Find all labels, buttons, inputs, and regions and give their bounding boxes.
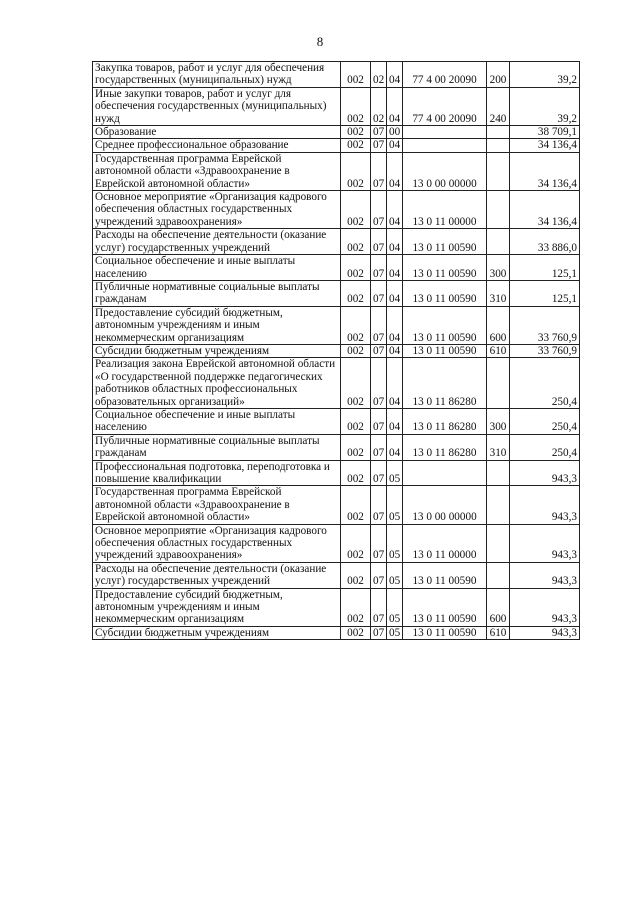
amount: 34 136,4 — [510, 152, 580, 190]
expense-type-code: 610 — [487, 626, 510, 639]
amount: 39,2 — [510, 87, 580, 125]
amount: 943,3 — [510, 460, 580, 486]
table-row — [93, 408, 580, 434]
section-code: 07 — [371, 306, 387, 344]
expense-name: Расходы на обеспечение деятельности (оказание услуг) государственных учреждений — [93, 562, 341, 588]
table-row — [93, 152, 580, 190]
table-row — [93, 524, 580, 562]
subsection-code: 04 — [387, 280, 403, 306]
section-code: 07 — [371, 524, 387, 562]
table-row — [93, 62, 580, 88]
table-row — [93, 434, 580, 460]
department-code: 002 — [341, 306, 371, 344]
expense-type-code — [487, 358, 510, 409]
expense-type-code — [487, 126, 510, 139]
department-code: 002 — [341, 358, 371, 409]
expense-name: Публичные нормативные социальные выплаты гражданам — [93, 280, 341, 306]
subsection-code: 04 — [387, 408, 403, 434]
department-code: 002 — [341, 562, 371, 588]
amount: 943,3 — [510, 524, 580, 562]
table-row — [93, 562, 580, 588]
budget-table-body — [93, 62, 580, 640]
expense-type-code — [487, 460, 510, 486]
target-article-code: 13 0 11 86280 — [403, 434, 487, 460]
section-code: 07 — [371, 229, 387, 255]
amount: 125,1 — [510, 255, 580, 281]
table-row — [93, 486, 580, 524]
section-code: 07 — [371, 358, 387, 409]
expense-name: Расходы на обеспечение деятельности (оказание услуг) государственных учреждений — [93, 229, 341, 255]
section-code: 02 — [371, 87, 387, 125]
amount: 943,3 — [510, 626, 580, 639]
amount: 250,4 — [510, 434, 580, 460]
amount: 34 136,4 — [510, 139, 580, 152]
table-row — [93, 460, 580, 486]
section-code: 07 — [371, 434, 387, 460]
table-row — [93, 126, 580, 139]
section-code: 07 — [371, 126, 387, 139]
target-article-code: 77 4 00 20090 — [403, 87, 487, 125]
amount: 943,3 — [510, 562, 580, 588]
department-code: 002 — [341, 126, 371, 139]
department-code: 002 — [341, 344, 371, 357]
target-article-code: 13 0 11 00000 — [403, 524, 487, 562]
expense-type-code: 300 — [487, 408, 510, 434]
department-code: 002 — [341, 486, 371, 524]
section-code: 07 — [371, 460, 387, 486]
department-code: 002 — [341, 434, 371, 460]
amount: 38 709,1 — [510, 126, 580, 139]
department-code: 002 — [341, 62, 371, 88]
department-code: 002 — [341, 229, 371, 255]
section-code: 07 — [371, 191, 387, 229]
target-article-code: 13 0 11 86280 — [403, 408, 487, 434]
target-article-code: 13 0 11 00590 — [403, 626, 487, 639]
department-code: 002 — [341, 524, 371, 562]
target-article-code: 13 0 11 00590 — [403, 588, 487, 626]
table-row — [93, 280, 580, 306]
expense-name: Социальное обеспечение и иные выплаты населению — [93, 255, 341, 281]
department-code: 002 — [341, 626, 371, 639]
amount: 250,4 — [510, 408, 580, 434]
expense-name: Основное мероприятие «Организация кадрового обеспечения областных государственных учреждений здравоохранения» — [93, 524, 341, 562]
section-code: 07 — [371, 139, 387, 152]
subsection-code: 04 — [387, 87, 403, 125]
target-article-code: 13 0 11 00590 — [403, 562, 487, 588]
department-code: 002 — [341, 152, 371, 190]
expense-type-code: 310 — [487, 280, 510, 306]
target-article-code: 13 0 11 00590 — [403, 280, 487, 306]
section-code: 02 — [371, 62, 387, 88]
expense-name: Субсидии бюджетным учреждениям — [93, 344, 341, 357]
department-code: 002 — [341, 280, 371, 306]
subsection-code: 04 — [387, 139, 403, 152]
subsection-code: 04 — [387, 191, 403, 229]
table-row — [93, 344, 580, 357]
subsection-code: 04 — [387, 152, 403, 190]
subsection-code: 05 — [387, 460, 403, 486]
table-row — [93, 139, 580, 152]
target-article-code — [403, 126, 487, 139]
target-article-code: 13 0 11 00590 — [403, 306, 487, 344]
expense-type-code — [487, 486, 510, 524]
table-row — [93, 626, 580, 639]
section-code: 07 — [371, 152, 387, 190]
expense-name: Субсидии бюджетным учреждениям — [93, 626, 341, 639]
target-article-code: 13 0 11 00590 — [403, 255, 487, 281]
expense-name: Образование — [93, 126, 341, 139]
expense-type-code — [487, 139, 510, 152]
department-code: 002 — [341, 139, 371, 152]
expense-name: Государственная программа Еврейской автономной области «Здравоохранение в Еврейской автономной области» — [93, 152, 341, 190]
department-code: 002 — [341, 588, 371, 626]
table-row — [93, 306, 580, 344]
table-row — [93, 255, 580, 281]
expense-name: Иные закупки товаров, работ и услуг для обеспечения государственных (муниципальных) нужд — [93, 87, 341, 125]
subsection-code: 04 — [387, 306, 403, 344]
section-code: 07 — [371, 280, 387, 306]
amount: 943,3 — [510, 588, 580, 626]
expense-type-code: 600 — [487, 306, 510, 344]
subsection-code: 05 — [387, 562, 403, 588]
department-code: 002 — [341, 408, 371, 434]
expense-name: Предоставление субсидий бюджетным, автономным учреждениям и иным некоммерческим организациям — [93, 588, 341, 626]
section-code: 07 — [371, 344, 387, 357]
amount: 33 760,9 — [510, 306, 580, 344]
expense-name: Закупка товаров, работ и услуг для обеспечения государственных (муниципальных) нужд — [93, 62, 341, 88]
expense-name: Основное мероприятие «Организация кадрового обеспечения областных государственных учреждений здравоохранения» — [93, 191, 341, 229]
expense-name: Среднее профессиональное образование — [93, 139, 341, 152]
department-code: 002 — [341, 87, 371, 125]
expense-name: Государственная программа Еврейской автономной области «Здравоохранение в Еврейской автономной области» — [93, 486, 341, 524]
amount: 943,3 — [510, 486, 580, 524]
table-row — [93, 358, 580, 409]
department-code: 002 — [341, 255, 371, 281]
expense-name: Предоставление субсидий бюджетным, автономным учреждениям и иным некоммерческим организациям — [93, 306, 341, 344]
table-row — [93, 588, 580, 626]
subsection-code: 04 — [387, 358, 403, 409]
expense-type-code — [487, 191, 510, 229]
department-code: 002 — [341, 460, 371, 486]
budget-table — [92, 61, 580, 640]
amount: 33 886,0 — [510, 229, 580, 255]
subsection-code: 04 — [387, 344, 403, 357]
expense-name: Реализация закона Еврейской автономной области «О государственной поддержке педагогических работников областных профессиональных образовательных организаций» — [93, 358, 341, 409]
amount: 125,1 — [510, 280, 580, 306]
expense-type-code: 240 — [487, 87, 510, 125]
section-code: 07 — [371, 255, 387, 281]
section-code: 07 — [371, 626, 387, 639]
expense-name: Профессиональная подготовка, переподготовка и повышение квалификации — [93, 460, 341, 486]
expense-type-code — [487, 152, 510, 190]
amount: 33 760,9 — [510, 344, 580, 357]
section-code: 07 — [371, 562, 387, 588]
table-row — [93, 87, 580, 125]
expense-type-code: 610 — [487, 344, 510, 357]
amount: 39,2 — [510, 62, 580, 88]
expense-type-code — [487, 562, 510, 588]
target-article-code — [403, 460, 487, 486]
subsection-code: 05 — [387, 588, 403, 626]
target-article-code: 13 0 00 00000 — [403, 152, 487, 190]
target-article-code: 13 0 00 00000 — [403, 486, 487, 524]
subsection-code: 05 — [387, 626, 403, 639]
expense-type-code: 200 — [487, 62, 510, 88]
expense-type-code: 300 — [487, 255, 510, 281]
subsection-code: 05 — [387, 524, 403, 562]
expense-type-code — [487, 524, 510, 562]
subsection-code: 04 — [387, 255, 403, 281]
section-code: 07 — [371, 588, 387, 626]
expense-name: Публичные нормативные социальные выплаты гражданам — [93, 434, 341, 460]
amount: 250,4 — [510, 358, 580, 409]
target-article-code: 13 0 11 00590 — [403, 229, 487, 255]
table-row — [93, 191, 580, 229]
target-article-code: 77 4 00 20090 — [403, 62, 487, 88]
target-article-code — [403, 139, 487, 152]
subsection-code: 05 — [387, 486, 403, 524]
target-article-code: 13 0 11 86280 — [403, 358, 487, 409]
target-article-code: 13 0 11 00590 — [403, 344, 487, 357]
subsection-code: 00 — [387, 126, 403, 139]
target-article-code: 13 0 11 00000 — [403, 191, 487, 229]
expense-type-code — [487, 229, 510, 255]
department-code: 002 — [341, 191, 371, 229]
amount: 34 136,4 — [510, 191, 580, 229]
table-row — [93, 229, 580, 255]
page-number: 8 — [316, 34, 324, 49]
section-code: 07 — [371, 408, 387, 434]
section-code: 07 — [371, 486, 387, 524]
subsection-code: 04 — [387, 434, 403, 460]
expense-type-code: 600 — [487, 588, 510, 626]
subsection-code: 04 — [387, 62, 403, 88]
expense-type-code: 310 — [487, 434, 510, 460]
expense-name: Социальное обеспечение и иные выплаты населению — [93, 408, 341, 434]
subsection-code: 04 — [387, 229, 403, 255]
